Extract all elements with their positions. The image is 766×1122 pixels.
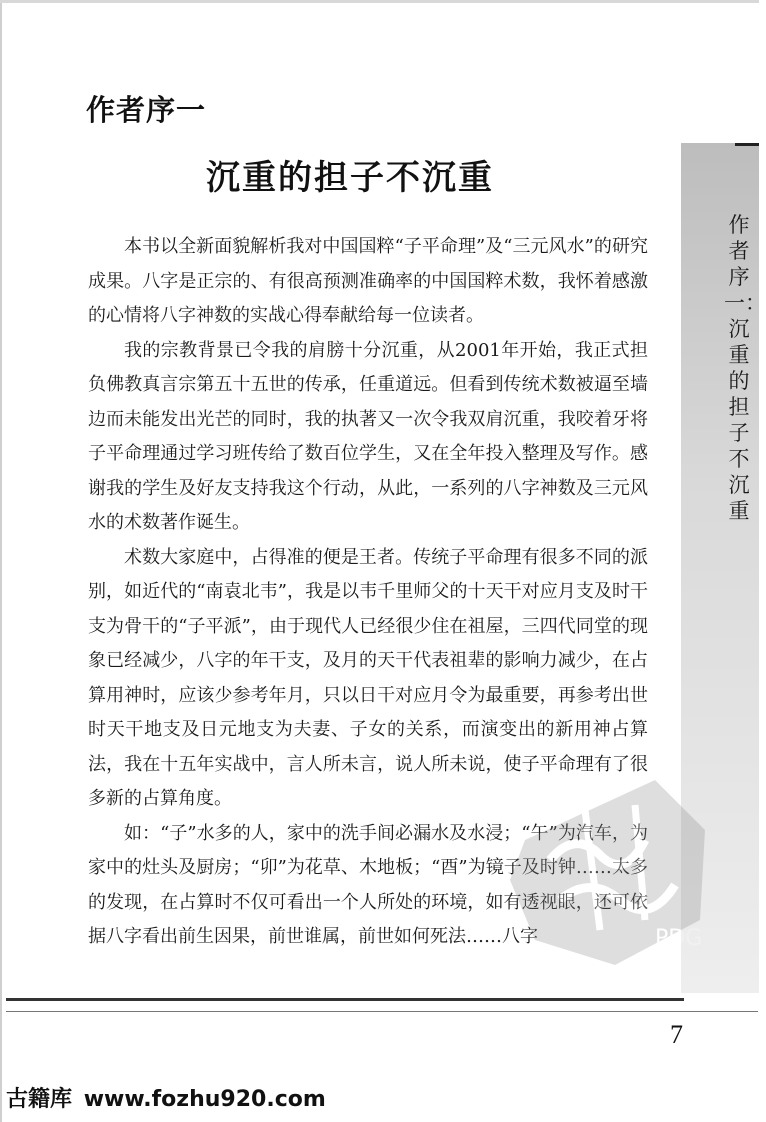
side-tab-marker — [735, 143, 759, 146]
page-number: 7 — [670, 1020, 683, 1049]
site-domain: www.fozhu920.com — [83, 1087, 326, 1112]
side-tab-text: 作者序一：沉重的担子不沉重 — [724, 213, 766, 523]
site-watermark — [6, 1082, 326, 1113]
paragraph: 我的宗教背景已令我的肩膀十分沉重，从2001年开始，我正式担负佛教真言宗第五十五世的传承，任重道远。但看到传统术数被逼至墙边而未能发出光芒的同时，我的执著又一次令我双肩沉重，我咬着牙将子平命理通过学习班传给了数百位学生，又在全年投入整理及写作。感谢我的学生及好友支持我这个行动，从此，一系列的八字神数及三元风水的术数著作诞生。 — [88, 339, 648, 533]
library-stamp-icon — [505, 770, 715, 970]
paragraph: 术数大家庭中，占得准的便是王者。传统子平命理有很多不同的派别，如近代的“南袁北韦”，我是以韦千里师父的十天干对应月支及时干支为骨干的“子平派”，由于现代人已经很少住在祖屋，三四代同堂的现象已经减少，八字的年干支，及月的天干代表祖辈的影响力减少，在占算用神时，应该少参考年月，只以日干对应月令为最重要，再参考出世时天干地支及日元地支为夫妻、子女的关系，而演变出的新用神占算法，我在十五年实战中，言人所未言，说人所未说，使子平命理有了很多新的占算角度。 — [88, 546, 648, 809]
stamp-text: PDG — [655, 926, 703, 951]
page-top-edge — [0, 0, 759, 3]
section-label: 作者序一 — [86, 93, 207, 127]
page-title: 沉重的担子不沉重 — [206, 158, 494, 198]
footer-rule — [6, 998, 684, 1001]
footer-rule-thin — [6, 1011, 758, 1012]
paragraph: 本书以全新面貌解析我对中国国粹“子平命理”及“三元风水”的研究成果。八字是正宗的、有很高预测准确率的中国国粹术数，我怀着感激的心情将八字神数的实战心得奉献给每一位读者。 — [88, 236, 648, 326]
paragraph: 如：“子”水多的人，家中的洗手间必漏水及水浸；“午”为汽车，为家中的灶头及厨房；“卯”为花草、木地板；“酉”为镜子及时钟……太多的发现，在占算时不仅可看出一个人所处的环境，如有透视眼，还可依据八字看出前生因果，前世谁属，前世如何死法……八字 — [88, 822, 648, 947]
site-name: 古籍库 — [6, 1087, 73, 1112]
